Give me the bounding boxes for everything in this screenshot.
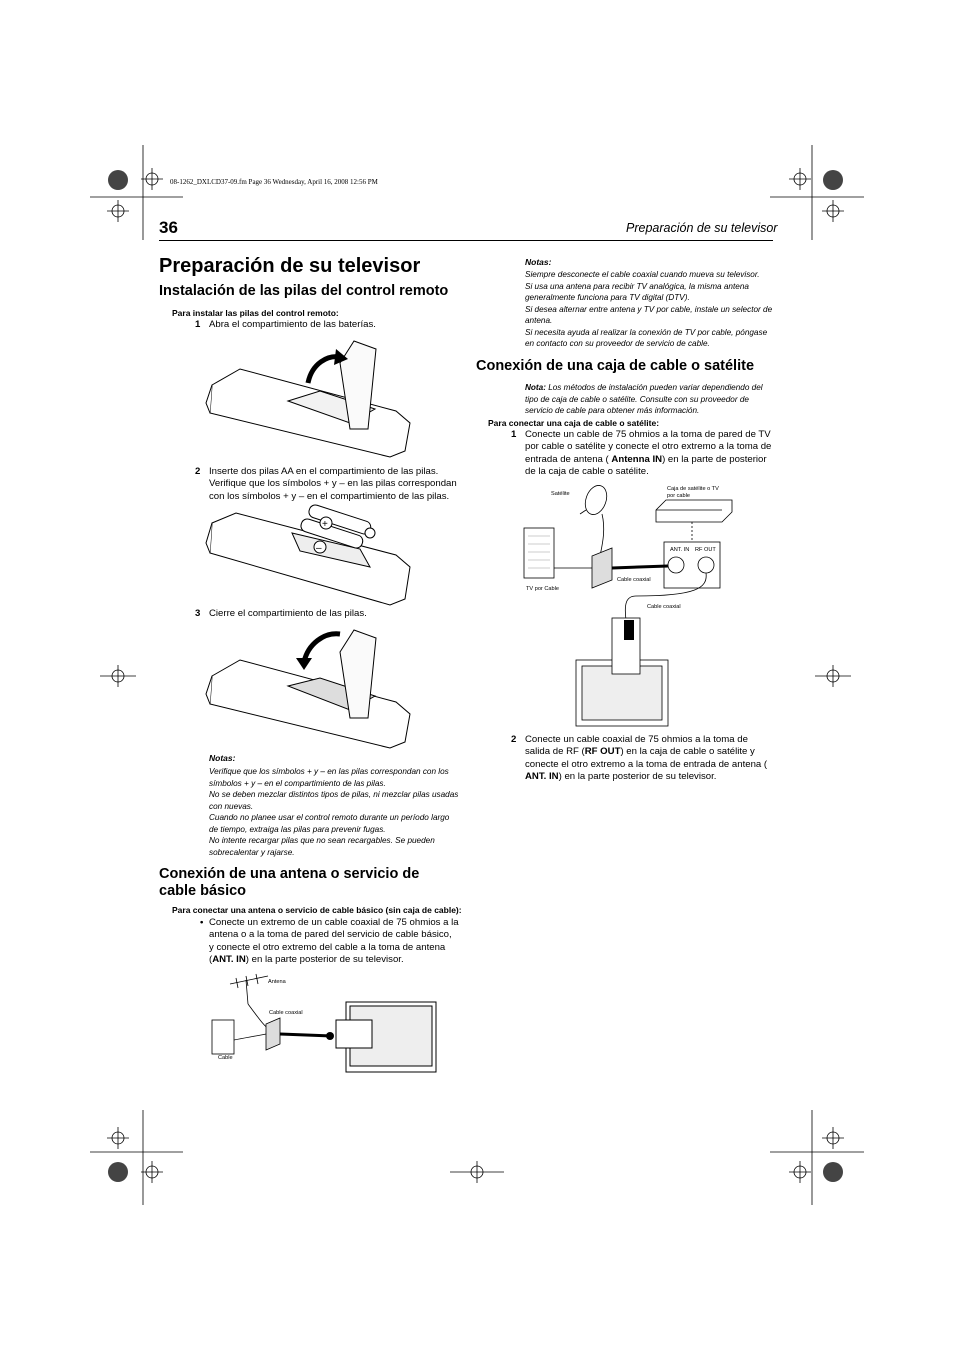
satellite-heading: Conexión de una caja de cable o satélite xyxy=(476,358,755,374)
step-3 xyxy=(195,608,459,620)
ant-in-port-label: ANT. IN xyxy=(670,547,690,553)
satellite-lead: Para conectar una caja de cable o satélite: xyxy=(488,418,660,428)
bullet-dot: • xyxy=(200,917,204,928)
satelite-label: Satélite xyxy=(551,491,570,497)
note-label: Nota: xyxy=(525,383,546,392)
ant-in-label: ANT. IN xyxy=(525,770,559,782)
batteries-lead: Para instalar las pilas del control remoto: xyxy=(172,308,339,318)
rf-out-label: RF OUT xyxy=(584,746,621,758)
header-rule xyxy=(159,240,773,241)
battery-notes-title: Notas: xyxy=(209,753,236,763)
antenna-diagram xyxy=(200,970,445,1078)
step-text-start: Conecte un cable de 75 ohmios a la toma de pared de TV por cable o satélite y conecte el otro extremo a la toma de entrada de antena ( xyxy=(525,429,772,465)
cable-coaxial-label: Cable coaxial xyxy=(617,577,651,583)
note-item: Cuando no planee usar el control remoto durante un período largo de tiempo, extraiga las pilas para prevenir fugas. xyxy=(209,813,450,834)
satellite-step-1 xyxy=(511,429,775,478)
svg-text:+: + xyxy=(322,519,328,530)
satellite-step-2 xyxy=(511,734,775,783)
antenna-lead: Para conectar una antena o servicio de cable básico (sin caja de cable): xyxy=(172,905,462,915)
note-item: Verifique que los símbolos + y – en las pilas correspondan con los símbolos + y – en el compartimiento de las pilas. xyxy=(209,767,449,788)
rf-out-port-label: RF OUT xyxy=(695,547,716,553)
satellite-diagram xyxy=(516,480,738,732)
antena-label: Antena xyxy=(268,979,286,985)
cable-notes-title: Notas: xyxy=(525,257,552,267)
step-text: Abra el compartimiento de las baterías. xyxy=(209,319,376,330)
step-text-middle: ) en la caja de cable o satélite y conecte el otro extremo a la toma de entrada de antena ( xyxy=(525,746,768,770)
step-number: 1 xyxy=(195,319,201,330)
remote-batteries-illustration xyxy=(200,503,412,607)
running-title: Preparación de su televisor xyxy=(626,221,778,235)
cable-label: Cable xyxy=(218,1055,233,1061)
cable-coaxial-label: Cable coaxial xyxy=(647,604,681,610)
note-item: Si desea alternar entre antena y TV por cable, instale un selector de antena. xyxy=(525,304,773,325)
cable-notes xyxy=(525,269,775,350)
step-text: Inserte dos pilas AA en el compartimiento de las pilas. Verifique que los símbolos + y – en las pilas correspondan con los símbolos + y – en el compartimiento de las pilas. xyxy=(209,466,457,502)
step-number: 3 xyxy=(195,608,201,619)
ant-in-label: ANT. IN xyxy=(212,953,246,965)
svg-text:–: – xyxy=(316,543,322,554)
step-2 xyxy=(195,466,459,503)
note-item: Si necesita ayuda al realizar la conexión de TV por cable, póngase en contacto con su proveedor de servicio de cable. xyxy=(525,327,768,348)
page-title: Preparación de su televisor xyxy=(159,255,421,277)
step-number: 1 xyxy=(511,429,517,440)
battery-notes xyxy=(209,766,459,858)
note-text: Los métodos de instalación pueden variar dependiendo del tipo de caja de cable o satélite. Consulte con su proveedor de servicio de cable para obtener más información. xyxy=(525,383,763,415)
step-1 xyxy=(195,319,459,331)
note-item: No intente recargar pilas que no sean recargables. Se pueden sobrecalentar y rajarse. xyxy=(209,836,435,857)
antenna-heading: Conexión de una antena o servicio de cable básico xyxy=(159,866,420,899)
batteries-heading: Instalación de las pilas del control remoto xyxy=(159,283,449,299)
step-text-start: Conecte un cable coaxial de 75 ohmios a la toma de salida de RF ( xyxy=(525,734,748,758)
step-text-end: ) en la parte de posterior de la caja de cable o satélite. xyxy=(525,453,767,477)
note-item: No se deben mezclar distintos tipos de pilas, ni mezclar pilas usadas con nuevas. xyxy=(209,790,459,811)
bullet-text-end: ) en la parte posterior de su televisor. xyxy=(245,953,404,965)
step-text-end: ) en la parte posterior de su televisor. xyxy=(558,770,717,782)
tv-por-cable-label: TV por Cable xyxy=(526,586,559,592)
page-number: 36 xyxy=(159,218,178,237)
remote-open-illustration xyxy=(200,333,412,463)
cable-box-label: Caja de satélite o TV por cable xyxy=(667,486,719,499)
antenna-bullet xyxy=(200,917,459,966)
step-number: 2 xyxy=(195,466,201,477)
step-text: Cierre el compartimiento de las pilas. xyxy=(209,608,367,619)
bullet-text-start: Conecte un extremo de un cable coaxial de 75 ohmios a la antena o a la toma de pared del servicio de cable básico, y conecte el otro extremo del cable a la toma de antena ( xyxy=(209,917,459,965)
print-header: 08-1262_DXLCD37-09.fm Page 36 Wednesday, April 16, 2008 12:56 PM xyxy=(170,178,378,186)
remote-close-illustration xyxy=(200,624,412,754)
satellite-note xyxy=(525,382,773,417)
antenna-in-label: Antenna IN xyxy=(611,453,663,465)
note-item: Si usa una antena para recibir TV analógica, la misma antena generalmente funciona para TV digital (DTV). xyxy=(525,281,749,302)
step-number: 2 xyxy=(511,734,517,745)
cable-coaxial-label: Cable coaxial xyxy=(269,1010,303,1016)
note-item: Siempre desconecte el cable coaxial cuando mueva su televisor. xyxy=(525,270,760,279)
